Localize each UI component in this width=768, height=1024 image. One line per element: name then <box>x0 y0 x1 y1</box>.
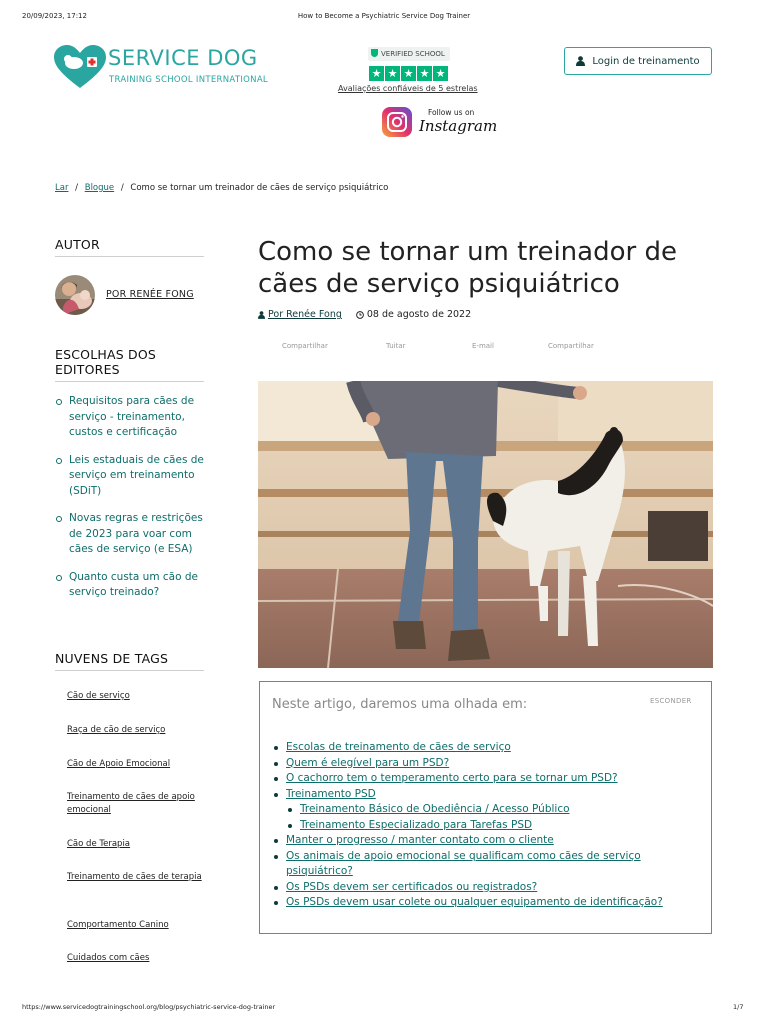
toc-link[interactable]: Os PSDs devem ser certificados ou registrados? <box>286 880 538 893</box>
article-title: Como se tornar um treinador de cães de serviço psiquiátrico <box>258 237 677 299</box>
divider <box>55 381 204 382</box>
shield-check-icon <box>371 49 378 57</box>
print-datetime: 20/09/2023, 17:12 <box>22 12 87 20</box>
star-icon: ★ <box>385 66 400 81</box>
logo[interactable] <box>54 45 106 93</box>
instagram-icon <box>382 107 412 137</box>
toc-item <box>272 740 702 756</box>
tag-link[interactable]: Treinamento de cães de apoio emocional <box>67 792 195 815</box>
instagram-follow[interactable] <box>382 106 498 138</box>
toc-subitem <box>272 818 702 834</box>
toc-item <box>272 833 702 849</box>
toc-heading: Neste artigo, daremos uma olhada em: <box>272 697 528 712</box>
toc-item <box>272 771 702 787</box>
tag-link[interactable]: Treinamento de cães de terapia <box>67 872 202 882</box>
author-heading: AUTOR <box>55 237 100 252</box>
toc-item <box>272 849 702 880</box>
breadcrumb: Lar / Blogue / Como se tornar um treinador de cães de serviço psiquiátrico <box>55 183 389 193</box>
logo-title: SERVICE DOG <box>108 46 258 70</box>
share-email-button[interactable]: E-mail <box>472 342 494 350</box>
print-doc-title: How to Become a Psychiatric Service Dog Trainer <box>297 12 471 20</box>
toc-link[interactable]: Treinamento Básico de Obediência / Acesso Público <box>300 803 570 815</box>
picks-heading: ESCOLHAS DOS EDITORES <box>55 347 157 377</box>
star-icon: ★ <box>417 66 432 81</box>
editors-picks-list <box>55 394 205 613</box>
trustpilot-stars <box>369 66 448 81</box>
toc-item <box>272 756 702 772</box>
print-url: https://www.servicedogtrainingschool.org/blog/psychiatric-service-dog-trainer <box>22 1003 276 1011</box>
reviews-link[interactable]: Avaliações confiáveis de 5 estrelas <box>338 84 478 93</box>
toc-link[interactable]: O cachorro tem o temperamento certo para se tornar um PSD? <box>286 772 618 784</box>
toc-link[interactable]: Treinamento PSD <box>286 787 376 800</box>
print-page-number: 1/7 <box>733 1003 744 1011</box>
star-icon: ★ <box>369 66 384 81</box>
toc-hide-button[interactable]: ESCONDER <box>650 697 692 705</box>
toc-link[interactable]: Treinamento Especializado para Tarefas PSD <box>300 818 533 831</box>
breadcrumb-home[interactable]: Lar <box>55 183 69 193</box>
divider <box>55 670 204 671</box>
pick-link[interactable]: Leis estaduais de cães de serviço em treinamento (SDiT) <box>55 453 205 500</box>
toc-link[interactable]: Quem é elegível para um PSD? <box>286 756 450 769</box>
logo-subtitle: TRAINING SCHOOL INTERNATIONAL <box>109 75 268 85</box>
toc-list <box>272 740 702 911</box>
toc-item <box>272 895 702 911</box>
article-date: 08 de agosto de 2022 <box>366 309 472 320</box>
pick-link[interactable]: Quanto custa um cão de serviço treinado? <box>55 570 205 601</box>
share-pinterest-button[interactable]: Compartilhar <box>548 342 594 350</box>
toc-link[interactable]: Os PSDs devem usar colete ou qualquer equipamento de identificação? <box>286 896 663 908</box>
share-facebook-button[interactable]: Compartilhar <box>282 342 328 350</box>
breadcrumb-current: Como se tornar um treinador de cães de serviço psiquiátrico <box>130 183 389 193</box>
login-label: Login de treinamento <box>592 55 700 67</box>
follow-us-text: Follow us on <box>428 108 475 117</box>
toc-link[interactable]: Escolas de treinamento de cães de serviço <box>286 741 511 753</box>
tag-link[interactable]: Cão de Terapia <box>67 839 131 849</box>
heart-logo-icon <box>54 45 106 89</box>
article-meta <box>258 309 471 320</box>
instagram-wordmark: Instagram <box>419 117 498 135</box>
breadcrumb-blog[interactable]: Blogue <box>84 183 115 193</box>
hero-image <box>258 381 713 668</box>
clock-icon <box>356 311 364 319</box>
star-icon: ★ <box>433 66 448 81</box>
share-twitter-button[interactable]: Tuitar <box>386 342 406 350</box>
toc-link[interactable]: Manter o progresso / manter contato com o cliente <box>286 834 554 846</box>
user-icon <box>258 311 265 319</box>
author-link[interactable]: POR RENÉE FONG <box>106 289 194 300</box>
pick-link[interactable]: Requisitos para cães de serviço - treinamento, custos e certificação <box>55 394 205 441</box>
star-icon: ★ <box>401 66 416 81</box>
tag-link[interactable]: Cuidados com cães <box>67 953 150 963</box>
toc-item <box>272 880 702 896</box>
divider <box>55 256 204 257</box>
user-icon <box>576 56 585 66</box>
tag-link[interactable]: Cão de serviço <box>67 691 130 701</box>
author-avatar[interactable] <box>55 275 95 315</box>
tags-heading: NUVENS DE TAGS <box>55 651 169 666</box>
toc-subitem <box>272 802 702 818</box>
tag-link[interactable]: Comportamento Canino <box>67 920 169 930</box>
verified-badge: VERIFIED SCHOOL <box>368 47 450 61</box>
article-author-link[interactable]: Por Renée Fong <box>268 309 342 320</box>
toc-link[interactable]: Os animais de apoio emocional se qualificam como cães de serviço psiquiátrico? <box>286 849 641 877</box>
pick-link[interactable]: Novas regras e restrições de 2023 para voar com cães de serviço (e ESA) <box>55 511 205 558</box>
tag-link[interactable]: Cão de Apoio Emocional <box>67 759 171 769</box>
login-button[interactable] <box>564 47 712 75</box>
toc-item <box>272 787 702 803</box>
tag-link[interactable]: Raça de cão de serviço <box>67 725 166 735</box>
